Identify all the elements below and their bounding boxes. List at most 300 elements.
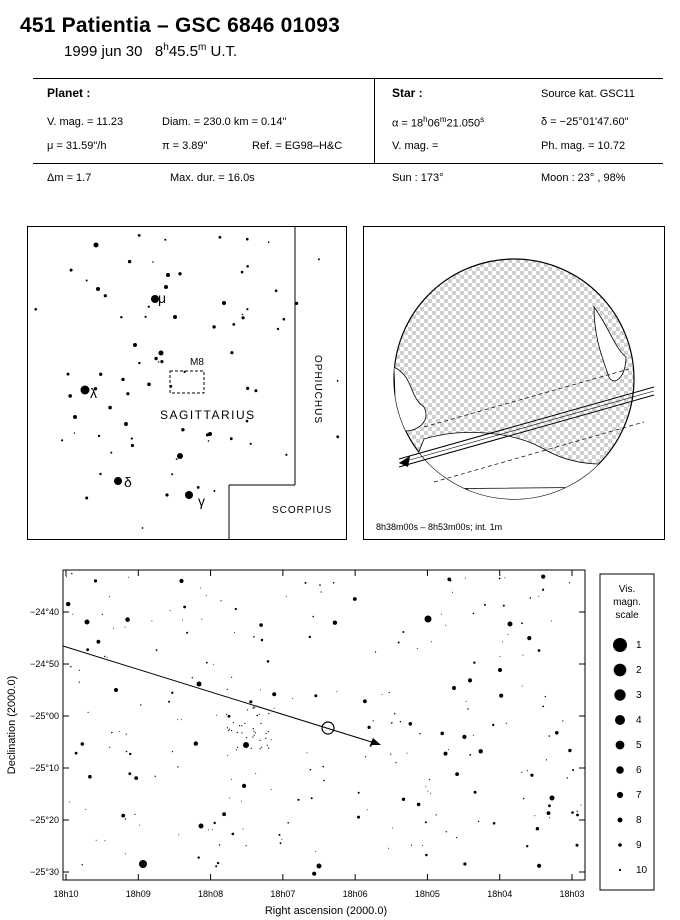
detail-star [281, 839, 282, 840]
detail-star [231, 779, 232, 780]
detail-star [232, 833, 235, 836]
detail-star [181, 719, 182, 720]
detail-star [353, 597, 357, 601]
detail-star [425, 786, 426, 787]
finder-star [164, 285, 168, 289]
planet-heading: Planet : [47, 86, 91, 100]
detail-star [129, 753, 131, 755]
detail-star [373, 720, 374, 721]
detail-star [82, 864, 83, 865]
detail-star [231, 677, 232, 678]
magnitude-scale-dot [618, 818, 623, 823]
detail-star [94, 579, 97, 582]
max-duration: Max. dur. = 16.0s [170, 172, 255, 184]
detail-star [215, 865, 217, 867]
detail-star [237, 732, 238, 733]
detail-star [370, 745, 372, 747]
sun-elongation: Sun : 173° [392, 172, 444, 184]
event-date: 1999 jun 30 [64, 43, 143, 60]
detail-star [255, 773, 256, 774]
finder-star [124, 422, 128, 426]
detail-star [66, 602, 70, 606]
detail-star [479, 749, 483, 753]
finder-star [85, 497, 88, 500]
finder-star [336, 435, 339, 438]
finder-star [165, 493, 168, 496]
detail-star [171, 692, 173, 694]
detail-star [126, 751, 128, 753]
planet-parallax: π = 3.89" [162, 140, 208, 152]
detail-star [259, 623, 263, 627]
detail-star [530, 774, 533, 777]
ra-tick-label: 18h08 [198, 889, 224, 899]
detail-star [394, 713, 395, 714]
detail-chart [0, 560, 680, 920]
detail-star [261, 640, 262, 641]
finder-star [160, 360, 163, 363]
finder-star [318, 258, 320, 260]
finder-chart-panel [27, 226, 347, 540]
detail-star [156, 649, 158, 651]
detail-star [111, 732, 112, 733]
finder-star [254, 389, 257, 392]
detail-star [85, 809, 86, 810]
detail-star [109, 747, 110, 748]
ra-tick-label: 18h10 [53, 889, 79, 899]
finder-star [126, 392, 129, 395]
detail-star [79, 682, 80, 683]
finder-star [219, 236, 222, 239]
detail-star [102, 614, 103, 615]
star-ra-s-unit: s [480, 115, 485, 124]
moon-info: Moon : 23° , 98% [541, 172, 626, 184]
detail-star [505, 577, 506, 578]
finder-star [98, 435, 100, 437]
detail-chart-frame [63, 570, 585, 880]
detail-star [261, 723, 262, 724]
finder-star [181, 428, 184, 431]
ra-tick-label: 18h09 [125, 889, 151, 899]
finder-star [268, 241, 270, 243]
detail-star [551, 621, 552, 622]
magnitude-scale-label: 3 [636, 690, 642, 701]
detail-star [319, 584, 321, 586]
detail-star [279, 834, 281, 836]
ra-tick-label: 18h03 [559, 889, 585, 899]
detail-star [109, 596, 110, 597]
finder-star [250, 443, 252, 445]
finder-star [337, 380, 339, 382]
detail-star [214, 822, 216, 824]
finder-star [246, 265, 249, 268]
detail-star [402, 798, 405, 801]
detail-star [576, 814, 579, 817]
detail-star [444, 752, 448, 756]
detail-star [311, 797, 313, 799]
detail-star [268, 731, 269, 732]
detail-star [206, 595, 207, 596]
detail-star [79, 670, 80, 671]
detail-star [465, 578, 466, 579]
finder-star [197, 486, 200, 489]
detail-star [243, 829, 244, 830]
finder-star [173, 315, 177, 319]
detail-star [537, 864, 541, 868]
magnitude-scale-dot [616, 741, 625, 750]
planet-diameter: Diam. = 230.0 km = 0.14" [162, 116, 287, 128]
magnitude-scale-label: 1 [636, 640, 642, 651]
detail-star [170, 610, 171, 611]
detail-star [468, 678, 472, 682]
finder-star [104, 294, 107, 297]
detail-star [86, 648, 89, 651]
detail-star [436, 814, 437, 815]
detail-star [192, 677, 193, 678]
detail-star [268, 748, 269, 749]
detail-star [241, 801, 242, 802]
finder-star [120, 316, 122, 318]
detail-star [333, 582, 335, 584]
detail-star [358, 792, 360, 794]
detail-star [522, 655, 523, 656]
detail-star [538, 596, 539, 597]
star-label-mu: μ [158, 290, 167, 306]
finder-star [242, 316, 245, 319]
finder-star [99, 373, 102, 376]
magnitude-scale-dot [613, 638, 627, 652]
detail-star [206, 662, 208, 664]
detail-star [75, 752, 78, 755]
detail-star [419, 733, 420, 734]
detail-star [177, 719, 178, 720]
detail-star [226, 714, 227, 715]
detail-star [577, 811, 578, 812]
cluster-label: M8 [190, 357, 204, 368]
finder-star [86, 280, 88, 282]
detail-star [312, 872, 316, 876]
detail-star [88, 775, 92, 779]
finder-star [242, 314, 244, 316]
finder-star [158, 361, 159, 362]
magnitude-scale-label: 10 [636, 865, 648, 876]
finder-star [74, 432, 75, 433]
table-top-rule [33, 78, 663, 79]
detail-star [502, 641, 503, 642]
detail-star [388, 848, 389, 849]
detail-star [499, 578, 501, 580]
detail-star [417, 648, 418, 649]
detail-star [229, 729, 230, 730]
ra-tick-labels [53, 889, 584, 899]
detail-star [314, 694, 317, 697]
finder-star [99, 473, 101, 475]
finder-star [147, 383, 151, 387]
detail-star [271, 739, 272, 740]
magnitude-scale-title-line: Vis. [618, 584, 636, 595]
detail-star [407, 753, 408, 754]
magnitude-scale-dot [618, 843, 622, 847]
star-label-delta: δ [124, 474, 132, 490]
detail-star [463, 862, 466, 865]
magnitude-scale-dot [619, 869, 621, 871]
detail-star [241, 732, 242, 733]
dec-tick-labels [30, 607, 59, 877]
detail-star [243, 742, 249, 748]
event-time-m: 45.5 [168, 43, 199, 60]
finder-star [34, 308, 37, 311]
detail-star [297, 799, 299, 801]
detail-star [392, 828, 393, 829]
detail-star [527, 636, 531, 640]
detail-star [429, 779, 430, 780]
detail-star [85, 620, 90, 625]
detail-star [478, 821, 479, 822]
finder-star [275, 289, 278, 292]
star-heading: Star : [392, 86, 423, 100]
detail-star [440, 732, 444, 736]
detail-star [253, 728, 254, 729]
finder-star [68, 394, 72, 398]
finder-star [241, 271, 244, 274]
antarctic-white [364, 487, 664, 527]
detail-star [462, 735, 466, 739]
detail-star [569, 582, 570, 583]
detail-star [151, 620, 152, 621]
detail-star [253, 706, 254, 707]
magnitude-scale-label: 9 [636, 840, 642, 851]
detail-star [199, 824, 204, 829]
detail-star [252, 736, 253, 737]
detail-star [229, 798, 230, 799]
detail-star [466, 701, 467, 702]
detail-star [317, 864, 322, 869]
detail-star [580, 805, 581, 806]
finder-star [142, 527, 144, 529]
field-of-view-box [170, 371, 204, 393]
magnitude-scale-label: 7 [636, 790, 642, 801]
detail-star [456, 837, 457, 838]
detail-star [547, 811, 551, 815]
detail-star [128, 577, 129, 578]
ra-tick-label: 18h07 [270, 889, 296, 899]
detail-star [550, 796, 555, 801]
detail-star [246, 845, 247, 846]
detail-star [469, 754, 471, 756]
detail-star [323, 766, 325, 768]
detail-star [168, 701, 170, 703]
finder-star [285, 454, 287, 456]
detail-star [280, 842, 282, 844]
detail-star [255, 732, 256, 733]
detail-star [427, 791, 428, 792]
magnitude-scale-label: 5 [636, 740, 642, 751]
finder-star [283, 318, 286, 321]
detail-star [217, 862, 219, 864]
detail-star [139, 860, 147, 868]
detail-star [441, 614, 442, 615]
detail-star [365, 756, 366, 757]
detail-star [97, 640, 101, 644]
detail-star [363, 699, 367, 703]
detail-star [125, 818, 126, 819]
detail-star [375, 651, 376, 652]
dec-axis-title: Declination (2000.0) [6, 675, 18, 775]
finder-star [230, 351, 233, 354]
detail-star [562, 720, 563, 721]
dec-tick-label: −24°50 [30, 659, 59, 669]
detail-star [538, 649, 541, 652]
finder-star [108, 406, 112, 410]
detail-star [172, 751, 173, 752]
magnitude-scale-dot [614, 689, 625, 700]
detail-star [541, 575, 545, 579]
detail-star [521, 772, 522, 773]
detail-star [267, 660, 270, 663]
detail-star [260, 740, 261, 741]
star-ra-h-unit: h [423, 115, 428, 124]
detail-star [72, 614, 73, 615]
detail-star [242, 784, 246, 788]
finder-star [208, 440, 210, 442]
detail-star [254, 707, 255, 708]
detail-star [256, 715, 258, 717]
dec-tick-label: −25°20 [30, 815, 59, 825]
finder-star [230, 437, 233, 440]
detail-star [134, 776, 138, 780]
detail-star [337, 691, 338, 692]
detail-star [409, 722, 413, 726]
finder-star [94, 243, 99, 248]
detail-star [452, 592, 453, 593]
detail-star [222, 812, 226, 816]
detail-star [104, 656, 105, 657]
detail-star [492, 724, 494, 726]
detail-star [125, 627, 126, 628]
detail-star [227, 755, 228, 756]
detail-star [395, 762, 396, 763]
finder-star [177, 453, 183, 459]
detail-star [140, 704, 141, 705]
detail-star [268, 713, 269, 714]
detail-star [216, 715, 217, 716]
finder-star [114, 477, 122, 485]
detail-star [447, 578, 451, 582]
event-time-h-unit: h [163, 42, 169, 53]
finder-star [110, 452, 112, 454]
detail-star [251, 748, 252, 749]
star-ra-hours: α = 18 [392, 117, 424, 130]
detail-star [261, 747, 262, 748]
detail-star [177, 766, 178, 767]
detail-star [467, 708, 468, 709]
detail-star [134, 814, 135, 815]
finder-star [246, 387, 249, 390]
detail-star [201, 619, 202, 620]
finder-star [121, 378, 124, 381]
detail-star [391, 722, 393, 724]
detail-star [305, 582, 307, 584]
detail-star [357, 816, 360, 819]
detail-star [213, 664, 214, 665]
finder-star [206, 433, 209, 436]
detail-star [266, 733, 267, 734]
detail-star [113, 628, 114, 629]
detail-star [484, 604, 486, 606]
detail-star [576, 844, 579, 847]
detail-star [474, 791, 477, 794]
finder-star [152, 261, 154, 263]
detail-star [125, 617, 130, 622]
detail-star [235, 608, 237, 610]
finder-star [178, 272, 181, 275]
detail-star [367, 809, 368, 810]
table-divider [374, 78, 375, 163]
detail-star [178, 834, 179, 835]
detail-star [503, 605, 505, 607]
page-title: 451 Patientia – GSC 6846 01093 [20, 14, 341, 37]
magnitude-scale-box [600, 574, 654, 890]
detail-star [260, 689, 261, 690]
finder-star [185, 491, 193, 499]
detail-star [473, 735, 474, 736]
detail-star [121, 814, 125, 818]
detail-star [105, 840, 106, 841]
dec-tick-label: −25°10 [30, 763, 59, 773]
detail-star [128, 772, 131, 775]
finder-star [138, 234, 141, 237]
detail-star [272, 692, 276, 696]
detail-star [527, 770, 528, 771]
detail-star [431, 641, 432, 642]
dec-tick-label: −25°00 [30, 711, 59, 721]
finder-star [154, 357, 157, 360]
detail-star [219, 844, 220, 845]
detail-star [106, 657, 107, 658]
finder-star [176, 458, 178, 460]
detail-star [198, 856, 200, 858]
event-time-h: 8 [154, 43, 164, 60]
detail-star [96, 840, 97, 841]
detail-star [506, 723, 507, 724]
detail-star [312, 616, 314, 618]
finder-star [277, 328, 279, 330]
detail-star [445, 625, 446, 626]
detail-star [448, 749, 449, 750]
detail-star [265, 738, 266, 739]
detail-star [452, 686, 456, 690]
star-source: Source kat. GSC11 [541, 88, 635, 100]
detail-star [425, 616, 432, 623]
magnitude-scale-dot [615, 715, 625, 725]
finder-star [171, 473, 173, 475]
detail-star [571, 811, 574, 814]
magnitude-scale-dot [614, 664, 627, 677]
ra-tick-label: 18h04 [487, 889, 513, 899]
detail-star [545, 696, 546, 697]
finder-star [166, 273, 170, 277]
detail-star [212, 829, 213, 830]
constellation-sagittarius: SAGITTARIUS [160, 408, 256, 422]
detail-star [70, 666, 71, 667]
detail-star [549, 817, 550, 818]
detail-star [446, 831, 447, 832]
detail-star [244, 723, 245, 724]
star-ra-m-unit: m [439, 115, 447, 124]
detail-star [125, 853, 126, 854]
detail-star [253, 708, 254, 709]
detail-star [425, 821, 427, 823]
detail-star [271, 789, 272, 790]
